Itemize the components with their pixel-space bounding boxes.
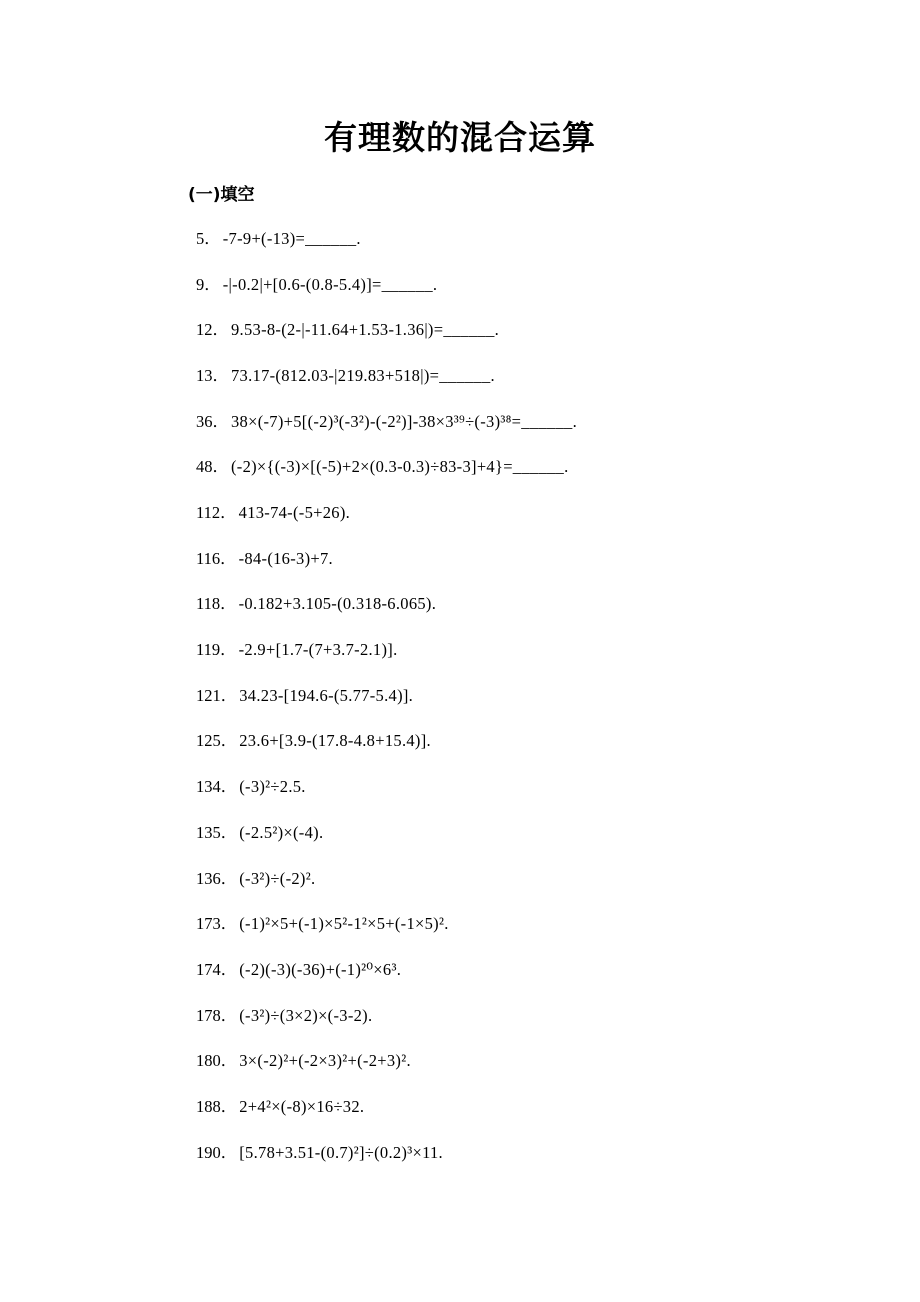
problem-expression: 38×(-7)+5[(-2)³(-3²)-(-2²)]-38×3³⁹÷(-3)³⁸=______.	[231, 412, 577, 431]
problem-number: 178．	[196, 1006, 238, 1025]
problem-item	[196, 638, 398, 662]
problem-expression: 3×(-2)²+(-2×3)²+(-2+3)².	[239, 1051, 411, 1070]
problem-item	[196, 364, 495, 388]
problem-item	[196, 547, 333, 571]
problem-item	[196, 821, 323, 845]
problem-number: 190．	[196, 1143, 238, 1162]
problem-item	[196, 867, 315, 891]
problem-number: 174．	[196, 960, 238, 979]
problem-number: 173．	[196, 914, 238, 933]
page-title: 有理数的混合运算	[324, 118, 596, 157]
problem-item	[196, 592, 436, 616]
problem-expression: -|-0.2|+[0.6-(0.8-5.4)]=______.	[222, 275, 438, 294]
problem-number: 116．	[196, 549, 237, 568]
problem-number: 119．	[196, 640, 237, 659]
problem-expression: (-2.5²)×(-4).	[239, 823, 324, 842]
problem-expression: 9.53-8-(2-|-11.64+1.53-1.36|)=______.	[231, 320, 500, 339]
problem-expression: -2.9+[1.7-(7+3.7-2.1)].	[238, 640, 398, 659]
problem-item	[196, 912, 449, 936]
problem-expression: -0.182+3.105-(0.318-6.065).	[238, 594, 437, 613]
problem-number: 188．	[196, 1097, 238, 1116]
problem-expression: -7-9+(-13)=______.	[222, 229, 361, 248]
problem-item	[196, 775, 306, 799]
problem-item	[196, 958, 401, 982]
problem-number: 9．	[196, 275, 221, 294]
problem-item	[196, 1049, 411, 1073]
problem-expression: 2+4²×(-8)×16÷32.	[239, 1097, 365, 1116]
problem-item	[196, 1004, 372, 1028]
problem-expression: [5.78+3.51-(0.7)²]÷(0.2)³×11.	[239, 1143, 443, 1162]
problem-expression: -84-(16-3)+7.	[238, 549, 333, 568]
problem-expression: 413-74-(-5+26).	[238, 503, 351, 522]
problem-expression: (-3²)÷(3×2)×(-3-2).	[239, 1006, 373, 1025]
problem-number: 118．	[196, 594, 237, 613]
problem-number: 48．	[196, 457, 229, 476]
problem-number: 121．	[196, 686, 238, 705]
problem-number: 134．	[196, 777, 238, 796]
problem-expression: 73.17-(812.03-|219.83+518|)=______.	[231, 366, 495, 385]
problem-item	[196, 729, 431, 753]
problem-item	[196, 273, 437, 297]
problem-expression: 23.6+[3.9-(17.8-4.8+15.4)].	[239, 731, 431, 750]
problem-expression: (-2)×{(-3)×[(-5)+2×(0.3-0.3)÷83-3]+4}=______.	[231, 457, 569, 476]
problem-number: 136．	[196, 869, 238, 888]
problem-item	[196, 501, 350, 525]
problem-number: 5．	[196, 229, 221, 248]
problem-item	[196, 227, 361, 251]
problem-expression: (-3)²÷2.5.	[239, 777, 306, 796]
problem-item	[196, 684, 413, 708]
problem-number: 12．	[196, 320, 229, 339]
problem-number: 112．	[196, 503, 237, 522]
problem-item	[196, 410, 577, 434]
problem-expression: (-2)(-3)(-36)+(-1)²⁰×6³.	[239, 960, 402, 979]
problem-expression: (-1)²×5+(-1)×5²-1²×5+(-1×5)².	[239, 914, 449, 933]
problem-number: 13．	[196, 366, 229, 385]
problem-item	[196, 318, 499, 342]
problem-number: 125．	[196, 731, 238, 750]
problem-number: 135．	[196, 823, 238, 842]
problem-expression: 34.23-[194.6-(5.77-5.4)].	[239, 686, 414, 705]
problem-item	[196, 1095, 364, 1119]
problem-number: 36．	[196, 412, 229, 431]
problem-expression: (-3²)÷(-2)².	[239, 869, 316, 888]
problem-item	[196, 1141, 443, 1165]
problem-item	[196, 455, 569, 479]
problem-number: 180．	[196, 1051, 238, 1070]
section-heading: (一)填空	[188, 185, 255, 205]
